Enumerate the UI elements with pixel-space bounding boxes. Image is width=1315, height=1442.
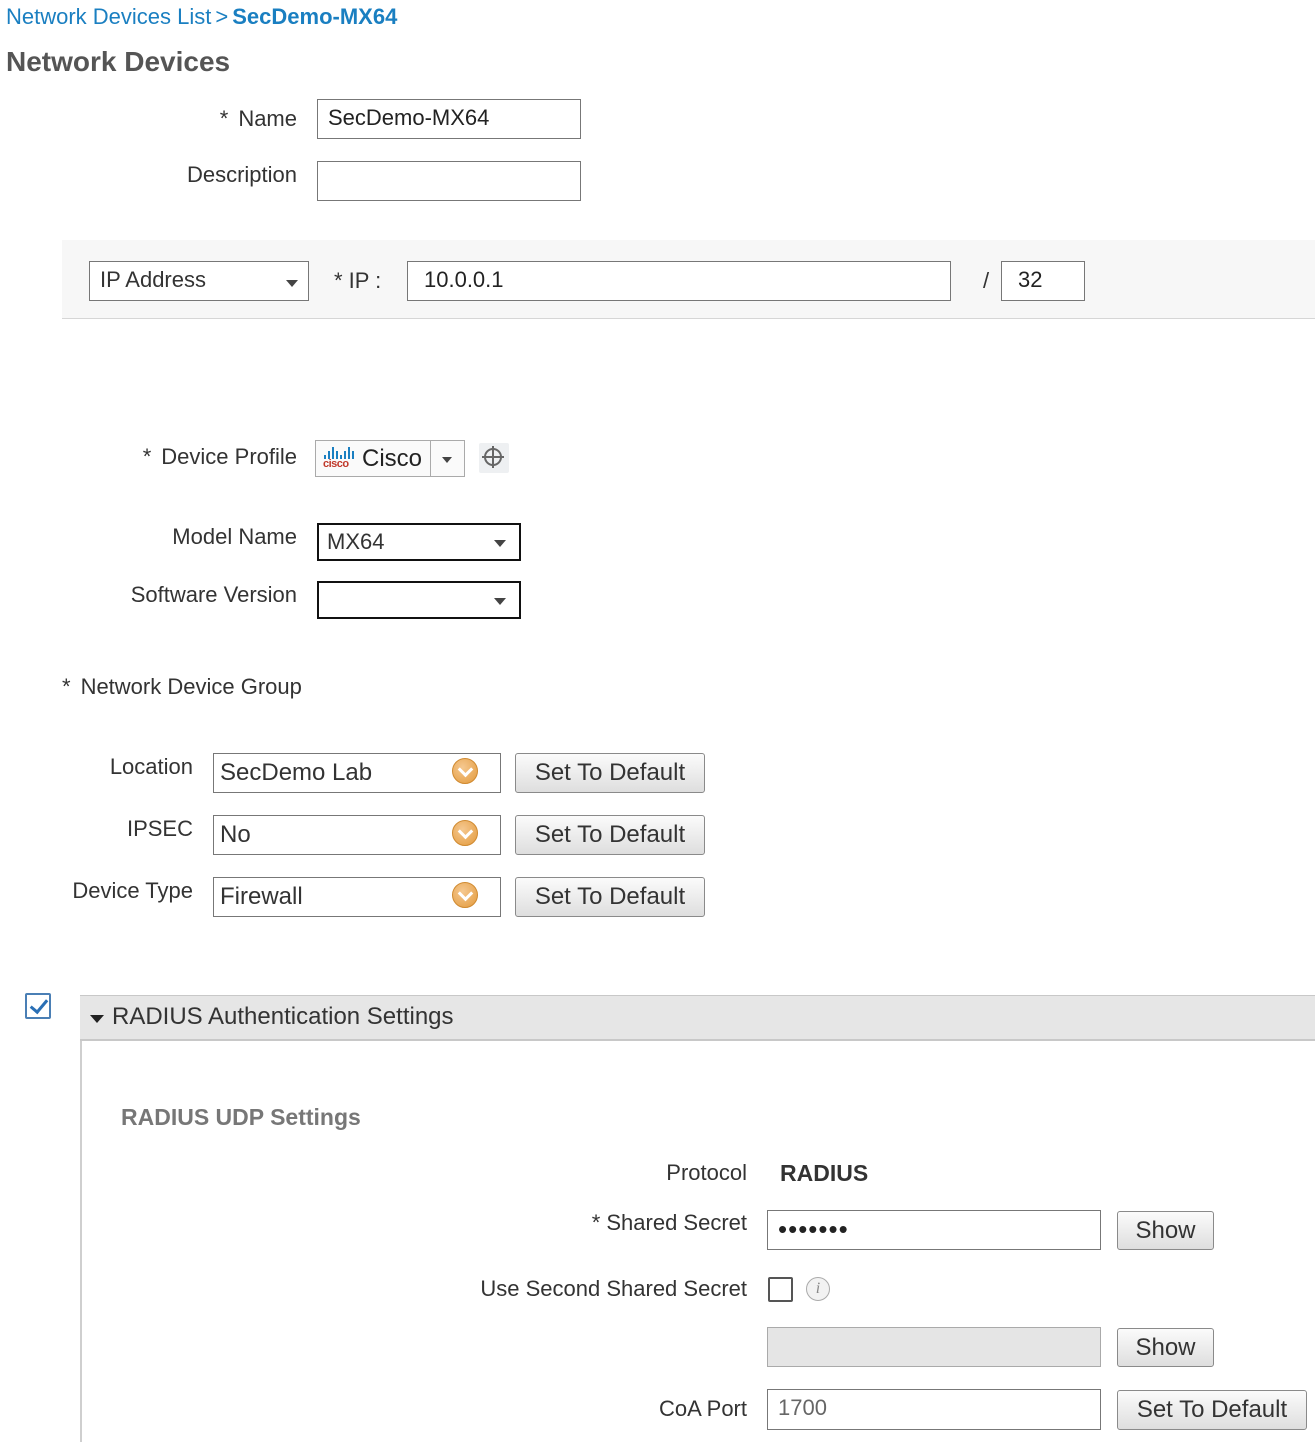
ndg-device-type-set-default-button[interactable]: Set To Default [515, 877, 705, 917]
model-name-label: Model Name [172, 524, 297, 549]
show-shared-secret-button[interactable]: Show [1117, 1211, 1214, 1250]
ip-type-select[interactable] [89, 261, 309, 301]
crosshair-icon[interactable] [479, 443, 509, 473]
radius-section-title[interactable]: RADIUS Authentication Settings [112, 1003, 454, 1030]
ndg-location-value: SecDemo Lab [220, 759, 373, 786]
breadcrumb [6, 4, 397, 30]
required-mark: * [62, 674, 71, 699]
ip-slash: / [983, 268, 990, 293]
shared-secret-input[interactable]: ••••••• [767, 1210, 1101, 1250]
model-name-value: MX64 [327, 529, 385, 554]
name-input[interactable]: SecDemo-MX64 [317, 99, 581, 139]
section-border [80, 1041, 82, 1442]
caret-down-icon[interactable] [442, 457, 452, 463]
software-version-select[interactable] [317, 581, 521, 619]
cisco-logo-text: cisco [323, 458, 349, 470]
show-second-shared-secret-button[interactable]: Show [1117, 1328, 1214, 1367]
required-mark: * [142, 444, 152, 469]
page-title: Network Devices [6, 46, 231, 77]
ip-type-value: IP Address [100, 267, 206, 292]
caret-down-icon [286, 280, 298, 287]
use-second-shared-secret-checkbox[interactable] [768, 1277, 793, 1302]
ip-label: * IP : [334, 268, 382, 293]
device-profile-divider [430, 441, 431, 476]
description-label: Description [186, 162, 297, 187]
required-mark: * [219, 106, 229, 131]
cisco-logo-icon [322, 447, 356, 471]
caret-down-icon [494, 598, 506, 605]
coa-port-input[interactable]: 1700 [767, 1389, 1101, 1430]
chevron-down-circle-icon[interactable] [452, 758, 478, 784]
model-name-select[interactable] [317, 523, 521, 561]
description-input[interactable] [317, 161, 581, 201]
ndg-location-set-default-button[interactable]: Set To Default [515, 753, 705, 793]
radius-udp-settings-title: RADIUS UDP Settings [121, 1104, 361, 1130]
second-shared-secret-input [767, 1327, 1101, 1367]
device-profile-label-text: Device Profile [161, 444, 297, 469]
radius-enable-checkbox[interactable] [25, 993, 51, 1019]
name-label-text: Name [238, 106, 297, 131]
ip-input[interactable]: 10.0.0.1 [407, 261, 951, 301]
name-label [220, 106, 297, 132]
ndg-ipsec-value: No [220, 821, 251, 848]
coa-port-label: CoA Port [658, 1396, 747, 1421]
ndg-ipsec-set-default-button[interactable]: Set To Default [515, 815, 705, 855]
chevron-down-circle-icon[interactable] [452, 820, 478, 846]
breadcrumb-link-network-devices-list[interactable]: Network Devices List [6, 4, 212, 29]
breadcrumb-separator: > [215, 4, 229, 29]
caret-down-icon[interactable] [90, 1015, 104, 1023]
shared-secret-label: * Shared Secret [591, 1210, 747, 1235]
software-version-label: Software Version [130, 582, 297, 607]
protocol-label: Protocol [666, 1160, 747, 1185]
breadcrumb-current: SecDemo-MX64 [232, 4, 398, 29]
ip-mask-input[interactable]: 32 [1001, 261, 1085, 301]
caret-down-icon [494, 540, 506, 547]
device-profile-label [143, 444, 297, 470]
protocol-value: RADIUS [780, 1160, 869, 1186]
device-profile-value: Cisco [362, 445, 423, 472]
ndg-ipsec-label: IPSEC [126, 816, 193, 841]
network-device-group-title [62, 674, 302, 700]
chevron-down-circle-icon[interactable] [452, 882, 478, 908]
ndg-device-type-value: Firewall [220, 883, 303, 910]
network-device-group-title-text: Network Device Group [80, 674, 302, 699]
ndg-location-label: Location [109, 754, 193, 779]
use-second-shared-secret-label: Use Second Shared Secret [480, 1276, 747, 1301]
coa-port-set-default-button[interactable]: Set To Default [1117, 1390, 1307, 1430]
info-icon[interactable]: i [806, 1277, 830, 1301]
checkmark-icon [30, 995, 49, 1014]
ndg-device-type-label: Device Type [72, 878, 193, 903]
